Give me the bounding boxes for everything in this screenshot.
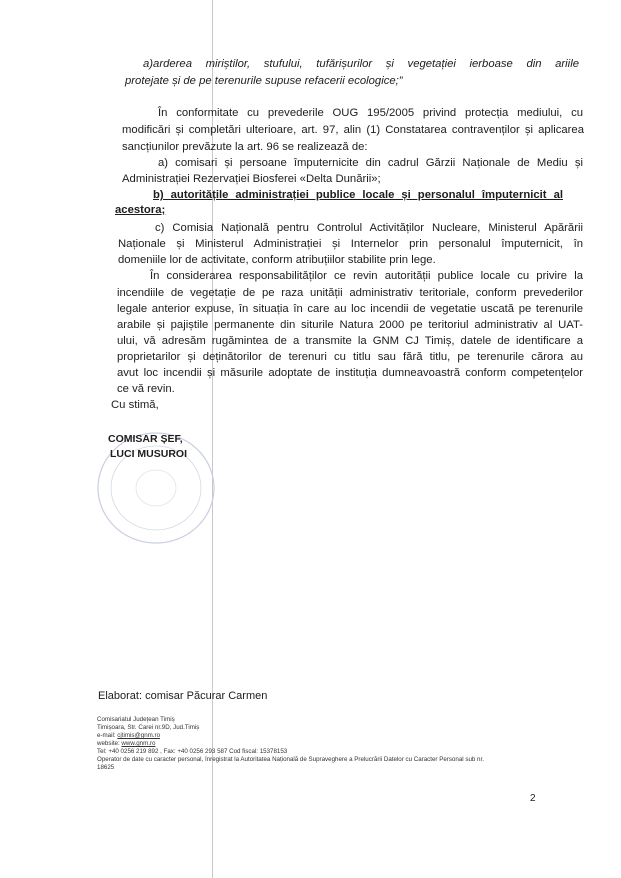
footer-email-row <box>97 732 297 740</box>
footer-institution: Comisariatul Județean Timiș <box>97 716 175 723</box>
footer-operator-line2: 18625 <box>97 764 115 771</box>
footer-phone: Tel: +40 0256 219 892 , Fax: +40 0256 293 587 Cod fiscal: 15378153 <box>97 748 288 755</box>
quoted-item-a-line1: a)arderea miriștilor, stufului, tufărișurilor și vegetației ierboase din ariile <box>143 58 579 70</box>
conformity-line1: În conformitate cu prevederile OUG 195/2005 privind protecția mediului, cu <box>158 107 583 119</box>
footer-email-link[interactable]: cjtimis@gnm.ro <box>117 732 161 739</box>
item-b-line1: b) autoritățile administrației publice locale și personalul împuternicit al <box>153 189 563 201</box>
signature-title: COMISAR ȘEF, <box>108 433 183 445</box>
request-line2: incendiile de vegetație de pe raza unității administrativ teritoriale, conform prevederilor <box>117 287 583 299</box>
page-number: 2 <box>530 793 536 804</box>
signature-name: LUCI MUSUROI <box>110 448 187 460</box>
conformity-line3: sancțiunilor prevăzute la art. 96 se realizează de: <box>122 141 368 153</box>
request-line3: legale anterior expuse, în situația în care au loc incendii de vegetatie uscată pe terenurile <box>117 303 583 315</box>
item-c-line2: Naționale și Ministerul Administrației și Internelor prin personalul împuternicit, în <box>118 238 583 250</box>
request-line8: ce vă revin. <box>117 383 175 395</box>
elaborated-by: Elaborat: comisar Păcurar Carmen <box>98 690 268 702</box>
request-line7: avut loc incendii și măsurile adoptate de instituția dumneavoastră conform competențelor <box>117 367 583 379</box>
footer-website-link[interactable]: www.gnm.ro <box>121 740 156 747</box>
item-a-line2: Administrației Rezervației Biosferei «Delta Dunării»; <box>122 173 381 185</box>
request-line1: În considerarea responsabilităților ce revin autorității publice locale cu privire la <box>150 270 583 282</box>
footer-website-label: website: <box>97 740 122 747</box>
quoted-item-a-line2: protejate și de pe terenurile supuse refacerii ecologice;” <box>125 75 403 87</box>
item-c-line3: domeniile lor de activitate, conform atribuțiilor stabilite prin lege. <box>118 254 436 266</box>
item-b-line2: acestora; <box>115 204 166 216</box>
footer-operator-line1: Operator de date cu caracter personal, înregistrat la Autoritatea Națională de Supraveghere a Prelucrării Datelor cu Caracter Personal sub nr. <box>97 756 484 763</box>
request-line5: ului, vă adresăm rugămintea de a transmite la GNM CJ Timiș, datele de identificare a <box>117 335 583 347</box>
footer-address: Timișoara, Str. Carei nr.9D, Jud.Timiș <box>97 724 200 731</box>
footer-website-row <box>97 740 297 748</box>
request-line6: proprietarilor și deținătorilor de terenuri cu titlu sau fără titlu, pe terenurile cărora au <box>117 351 583 363</box>
item-a-line1: a) comisari și persoane împuternicite din cadrul Gărzii Naționale de Mediu și <box>158 157 583 169</box>
footer-email-label: e-mail: <box>97 732 118 739</box>
conformity-line2: modificări și completări ulterioare, art. 97, alin (1) Constatarea contravenților și aplicarea <box>122 124 584 136</box>
closing-salutation: Cu stimă, <box>111 399 159 411</box>
item-c-line1: c) Comisia Națională pentru Controlul Activităților Nucleare, Ministerul Apărării <box>155 222 583 234</box>
request-line4: arabile și pajiștile permanente din siturile Natura 2000 pe teritoriul administrativ al UAT- <box>117 319 583 331</box>
